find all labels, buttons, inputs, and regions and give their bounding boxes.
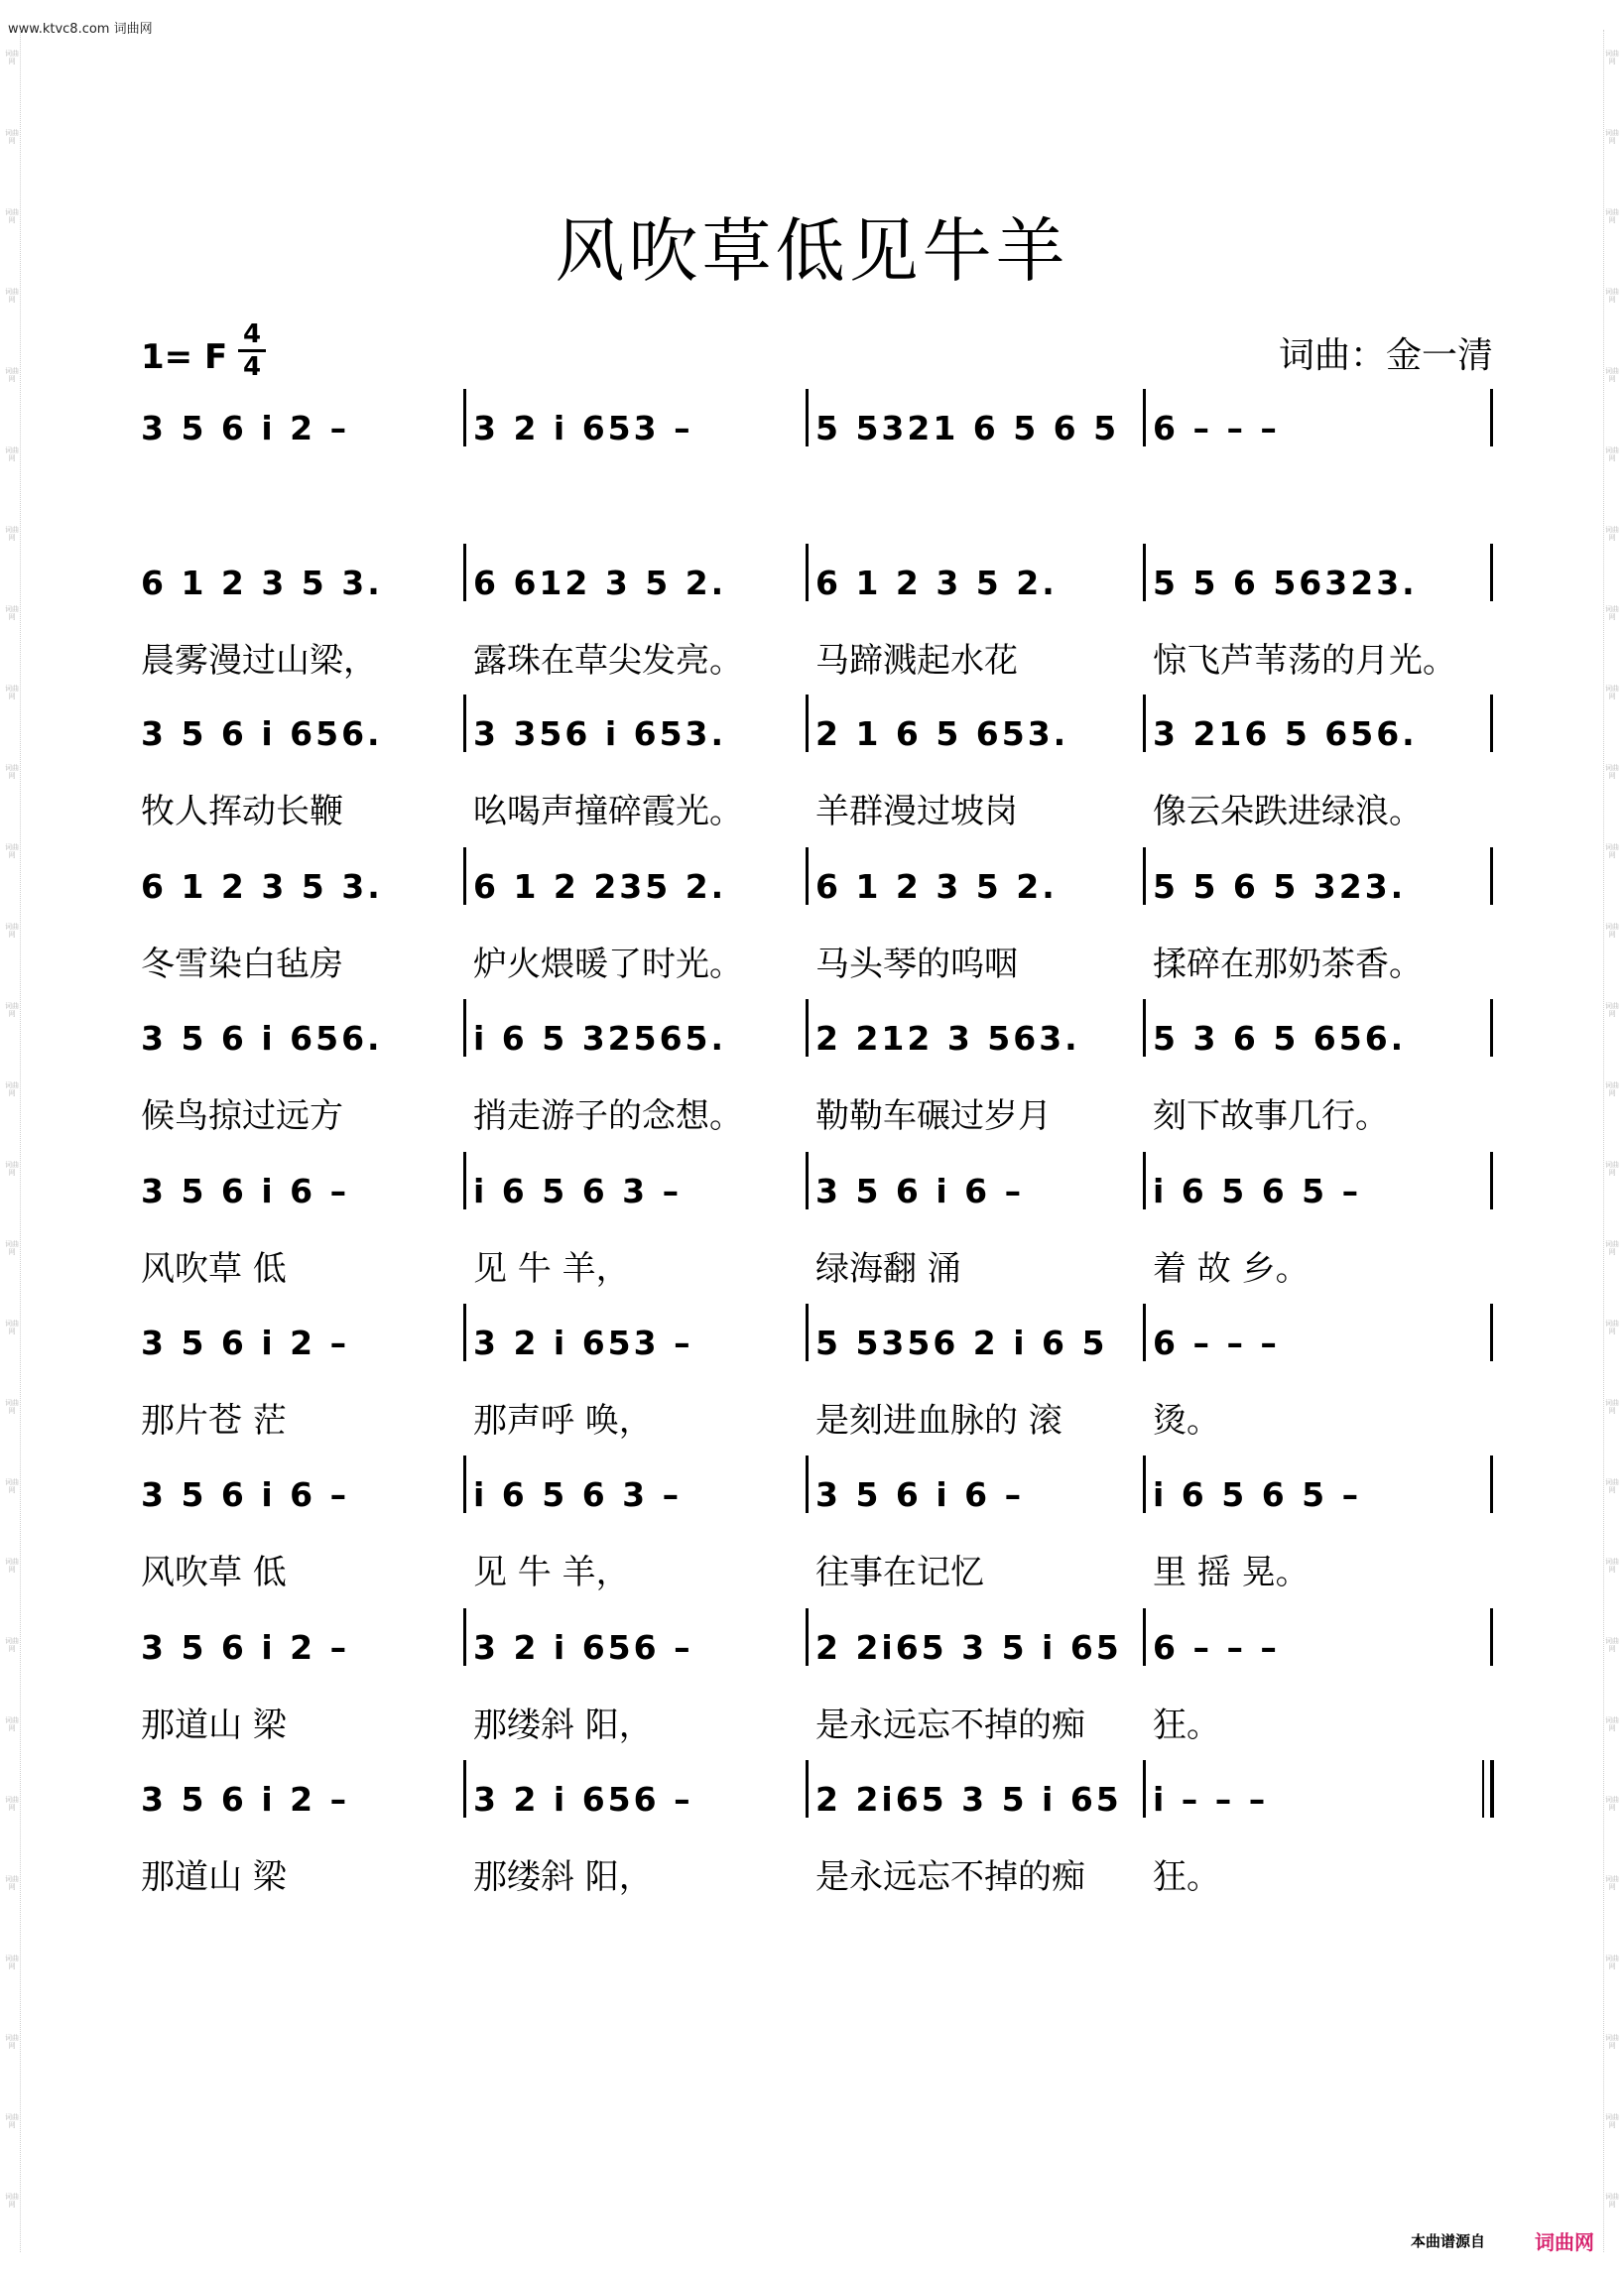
side-watermark-mark: 词曲网 bbox=[5, 1558, 19, 1574]
side-watermark-mark: 词曲网 bbox=[5, 1478, 19, 1494]
measure-notes: 3 5 6 i 2 – bbox=[141, 1780, 350, 1819]
lyric-phrase: 见 牛 羊， bbox=[473, 1249, 630, 1289]
side-watermark-mark: 词曲网 bbox=[1605, 1161, 1619, 1177]
barline bbox=[1143, 544, 1146, 601]
side-watermark-mark: 词曲网 bbox=[5, 685, 19, 700]
measure-notes: 6 1 2 3 5 3. bbox=[141, 867, 383, 906]
lyric-phrase: 马头琴的呜咽 bbox=[815, 945, 1018, 984]
side-watermark-mark: 词曲网 bbox=[5, 1637, 19, 1653]
score-system bbox=[0, 1628, 1624, 1777]
measure-notes: 3 5 6 i 6 – bbox=[141, 1475, 350, 1514]
score-system bbox=[0, 1019, 1624, 1168]
score-system bbox=[0, 1780, 1624, 1929]
measure-notes: i 6 5 6 3 – bbox=[473, 1475, 683, 1514]
side-watermark-mark: 词曲网 bbox=[1605, 1320, 1619, 1335]
side-watermark-mark: 词曲网 bbox=[1605, 1875, 1619, 1891]
measure-notes: 3 2 i 656 – bbox=[473, 1628, 693, 1667]
measure-notes: 3 5 6 i 2 – bbox=[141, 1324, 350, 1362]
side-watermark-mark: 词曲网 bbox=[1605, 1955, 1619, 1970]
barline bbox=[463, 847, 466, 905]
side-watermark-mark: 词曲网 bbox=[5, 1320, 19, 1335]
side-watermark-mark: 词曲网 bbox=[1605, 208, 1619, 224]
measure-notes: 5 3 6 5 656. bbox=[1153, 1019, 1407, 1058]
barline bbox=[463, 544, 466, 601]
barline bbox=[463, 1760, 466, 1818]
lyric-phrase: 晨雾漫过山梁， bbox=[141, 641, 377, 681]
measure-notes: 3 356 i 653. bbox=[473, 714, 727, 753]
score-system bbox=[0, 564, 1624, 712]
lyric-phrase: 是永远忘不掉的痴 bbox=[815, 1706, 1085, 1745]
barline bbox=[806, 999, 809, 1057]
lyric-phrase: 揉碎在那奶茶香。 bbox=[1153, 945, 1423, 984]
barline bbox=[1490, 695, 1493, 752]
side-watermark-mark: 词曲网 bbox=[5, 208, 19, 224]
measure-notes: 6 1 2 3 5 3. bbox=[141, 564, 383, 602]
barline bbox=[1143, 999, 1146, 1057]
lyric-phrase: 那缕斜 阳， bbox=[473, 1857, 653, 1897]
side-watermark-mark: 词曲网 bbox=[5, 129, 19, 145]
barline bbox=[1143, 1304, 1146, 1361]
side-watermark-mark: 词曲网 bbox=[1605, 923, 1619, 939]
measure-notes: 6 – – – bbox=[1153, 1628, 1280, 1667]
side-watermark-mark: 词曲网 bbox=[1605, 685, 1619, 700]
side-watermark-mark: 词曲网 bbox=[1605, 526, 1619, 542]
lyric-phrase: 狂。 bbox=[1153, 1857, 1220, 1897]
measure-notes: 5 5321 6 5 6 5 bbox=[815, 409, 1120, 447]
barline bbox=[1490, 999, 1493, 1057]
lyric-phrase: 羊群漫过坡岗 bbox=[815, 792, 1018, 831]
side-watermark-mark: 词曲网 bbox=[5, 1955, 19, 1970]
side-watermark-mark: 词曲网 bbox=[1605, 129, 1619, 145]
barline bbox=[806, 1304, 809, 1361]
barline bbox=[1490, 847, 1493, 905]
side-watermark-mark: 词曲网 bbox=[5, 1240, 19, 1256]
side-watermark-mark: 词曲网 bbox=[1605, 288, 1619, 304]
measure-notes: 2 2i65 3 5 i 65 bbox=[815, 1628, 1122, 1667]
side-watermark-mark: 词曲网 bbox=[1605, 605, 1619, 621]
measure-notes: i 6 5 6 5 – bbox=[1153, 1172, 1362, 1210]
lyric-phrase: 吆喝声撞碎霞光。 bbox=[473, 792, 743, 831]
side-watermark-mark: 词曲网 bbox=[5, 605, 19, 621]
side-watermark-mark: 词曲网 bbox=[5, 288, 19, 304]
measure-notes: 6 1 2 3 5 2. bbox=[815, 867, 1058, 906]
footer-logo[interactable]: 词曲网 bbox=[1535, 2230, 1594, 2254]
barline bbox=[1143, 847, 1146, 905]
measure-notes: 3 2 i 653 – bbox=[473, 409, 693, 447]
measure-notes: 6 – – – bbox=[1153, 409, 1280, 447]
side-watermark-mark: 词曲网 bbox=[1605, 1002, 1619, 1018]
side-watermark-mark: 词曲网 bbox=[5, 1002, 19, 1018]
barline bbox=[806, 1455, 809, 1513]
lyric-phrase: 是永远忘不掉的痴 bbox=[815, 1857, 1085, 1897]
final-barline-thin bbox=[1482, 1760, 1484, 1818]
barline bbox=[463, 695, 466, 752]
side-watermark-mark: 词曲网 bbox=[5, 2034, 19, 2050]
measure-notes: 5 5356 2 i 6 5 bbox=[815, 1324, 1108, 1362]
barline bbox=[1143, 1455, 1146, 1513]
lyric-phrase: 里 摇 晃。 bbox=[1153, 1553, 1310, 1592]
measure-notes: 6 – – – bbox=[1153, 1324, 1280, 1362]
side-watermark-mark: 词曲网 bbox=[1605, 1240, 1619, 1256]
lyric-phrase: 惊飞芦苇荡的月光。 bbox=[1153, 641, 1456, 681]
score-system bbox=[0, 1172, 1624, 1321]
side-watermark-mark: 词曲网 bbox=[5, 1796, 19, 1812]
barline bbox=[806, 544, 809, 601]
side-watermark-mark: 词曲网 bbox=[1605, 1716, 1619, 1732]
measure-notes: 6 612 3 5 2. bbox=[473, 564, 727, 602]
lyric-phrase: 往事在记忆 bbox=[815, 1553, 984, 1592]
measure-notes: 5 5 6 5 323. bbox=[1153, 867, 1407, 906]
lyric-phrase: 冬雪染白毡房 bbox=[141, 945, 343, 984]
score-system bbox=[0, 714, 1624, 863]
side-watermark-mark: 词曲网 bbox=[5, 1716, 19, 1732]
measure-notes: 3 5 6 i 656. bbox=[141, 714, 383, 753]
lyric-phrase: 勒勒车碾过岁月 bbox=[815, 1096, 1052, 1136]
barline bbox=[806, 1760, 809, 1818]
side-watermark-mark: 词曲网 bbox=[5, 1875, 19, 1891]
measure-notes: 5 5 6 56323. bbox=[1153, 564, 1418, 602]
side-watermark-mark: 词曲网 bbox=[5, 923, 19, 939]
time-signature-bottom: 4 bbox=[238, 349, 266, 382]
barline bbox=[1490, 389, 1493, 446]
barline bbox=[1490, 1455, 1493, 1513]
measure-notes: 6 1 2 235 2. bbox=[473, 867, 727, 906]
measure-notes: 2 2i65 3 5 i 65 bbox=[815, 1780, 1122, 1819]
barline bbox=[463, 1608, 466, 1666]
score-system bbox=[0, 867, 1624, 1016]
side-watermark-mark: 词曲网 bbox=[5, 2113, 19, 2129]
barline bbox=[1490, 1152, 1493, 1209]
side-watermark-mark: 词曲网 bbox=[1605, 764, 1619, 780]
measure-notes: 3 5 6 i 6 – bbox=[815, 1172, 1025, 1210]
lyric-phrase: 是刻进血脉的 滚 bbox=[815, 1401, 1062, 1441]
side-watermark-mark: 词曲网 bbox=[5, 367, 19, 383]
side-watermark-mark: 词曲网 bbox=[1605, 1796, 1619, 1812]
lyric-phrase: 烫。 bbox=[1153, 1401, 1220, 1441]
lyric-phrase: 那道山 梁 bbox=[141, 1706, 287, 1745]
side-watermark-mark: 词曲网 bbox=[5, 1081, 19, 1097]
side-watermark-mark: 词曲网 bbox=[1605, 2034, 1619, 2050]
song-title: 风吹草低见牛羊 bbox=[555, 210, 1069, 292]
barline bbox=[463, 1304, 466, 1361]
measure-notes: 3 2 i 653 – bbox=[473, 1324, 693, 1362]
lyric-phrase: 着 故 乡。 bbox=[1153, 1249, 1310, 1289]
measure-notes: 3 5 6 i 6 – bbox=[815, 1475, 1025, 1514]
barline bbox=[463, 389, 466, 446]
side-watermark-mark: 词曲网 bbox=[1605, 367, 1619, 383]
barline bbox=[463, 999, 466, 1057]
measure-notes: i 6 5 6 5 – bbox=[1153, 1475, 1362, 1514]
side-watermark-mark: 词曲网 bbox=[1605, 2193, 1619, 2209]
lyric-phrase: 刻下故事几行。 bbox=[1153, 1096, 1389, 1136]
side-watermark-mark: 词曲网 bbox=[5, 50, 19, 65]
side-watermark-mark: 词曲网 bbox=[5, 446, 19, 462]
lyric-phrase: 牧人挥动长鞭 bbox=[141, 792, 343, 831]
final-barline bbox=[1490, 1760, 1494, 1818]
barline bbox=[806, 389, 809, 446]
key-signature: 1= F bbox=[141, 337, 228, 377]
side-watermark-mark: 词曲网 bbox=[5, 1161, 19, 1177]
side-watermark-mark: 词曲网 bbox=[1605, 1558, 1619, 1574]
measure-notes: i – – – bbox=[1153, 1780, 1269, 1819]
barline bbox=[1143, 695, 1146, 752]
lyric-phrase: 绿海翻 涌 bbox=[815, 1249, 961, 1289]
measure-notes: i 6 5 6 3 – bbox=[473, 1172, 683, 1210]
credit: 词曲：金一清 bbox=[1278, 335, 1493, 376]
lyric-phrase: 马蹄溅起水花 bbox=[815, 641, 1018, 681]
lyric-phrase: 那缕斜 阳， bbox=[473, 1706, 653, 1745]
score-system bbox=[0, 1475, 1624, 1624]
side-watermark-mark: 词曲网 bbox=[1605, 446, 1619, 462]
measure-notes: 2 1 6 5 653. bbox=[815, 714, 1069, 753]
barline bbox=[1143, 1760, 1146, 1818]
barline bbox=[463, 1152, 466, 1209]
side-watermark-mark: 词曲网 bbox=[5, 764, 19, 780]
lyric-phrase: 风吹草 低 bbox=[141, 1249, 287, 1289]
lyric-phrase: 那片苍 茫 bbox=[141, 1401, 287, 1441]
lyric-phrase: 狂。 bbox=[1153, 1706, 1220, 1745]
side-watermark-mark: 词曲网 bbox=[1605, 843, 1619, 859]
side-watermark-mark: 词曲网 bbox=[1605, 1081, 1619, 1097]
barline bbox=[806, 1608, 809, 1666]
lyric-phrase: 风吹草 低 bbox=[141, 1553, 287, 1592]
score-system bbox=[0, 409, 1624, 558]
side-watermark-mark: 词曲网 bbox=[5, 843, 19, 859]
lyric-phrase: 候鸟掠过远方 bbox=[141, 1096, 343, 1136]
measure-notes: 3 5 6 i 6 – bbox=[141, 1172, 350, 1210]
measure-notes: 3 5 6 i 656. bbox=[141, 1019, 383, 1058]
measure-notes: 3 2 i 656 – bbox=[473, 1780, 693, 1819]
side-watermark-mark: 词曲网 bbox=[1605, 1399, 1619, 1415]
side-watermark-mark: 词曲网 bbox=[1605, 1637, 1619, 1653]
side-watermark-mark: 词曲网 bbox=[5, 1399, 19, 1415]
score-system bbox=[0, 1324, 1624, 1472]
side-watermark-mark: 词曲网 bbox=[5, 526, 19, 542]
barline bbox=[1143, 1608, 1146, 1666]
measure-notes: i 6 5 32565. bbox=[473, 1019, 727, 1058]
barline bbox=[806, 1152, 809, 1209]
lyric-phrase: 见 牛 羊， bbox=[473, 1553, 630, 1592]
site-url[interactable]: www.ktvc8.com 词曲网 bbox=[8, 22, 153, 37]
measure-notes: 6 1 2 3 5 2. bbox=[815, 564, 1058, 602]
barline bbox=[806, 695, 809, 752]
lyric-phrase: 那声呼 唤， bbox=[473, 1401, 653, 1441]
lyric-phrase: 像云朵跌进绿浪。 bbox=[1153, 792, 1423, 831]
footer-source-label: 本曲谱源自 bbox=[1410, 2232, 1485, 2250]
barline bbox=[1143, 389, 1146, 446]
barline bbox=[1490, 544, 1493, 601]
measure-notes: 3 5 6 i 2 – bbox=[141, 409, 350, 447]
barline bbox=[1490, 1304, 1493, 1361]
time-signature bbox=[238, 319, 266, 382]
measure-notes: 3 216 5 656. bbox=[1153, 714, 1418, 753]
lyric-phrase: 那道山 梁 bbox=[141, 1857, 287, 1897]
barline bbox=[1143, 1152, 1146, 1209]
measure-notes: 3 5 6 i 2 – bbox=[141, 1628, 350, 1667]
barline bbox=[463, 1455, 466, 1513]
side-watermark-mark: 词曲网 bbox=[1605, 50, 1619, 65]
side-watermark-mark: 词曲网 bbox=[5, 2193, 19, 2209]
measure-notes: 2 212 3 563. bbox=[815, 1019, 1080, 1058]
lyric-phrase: 捎走游子的念想。 bbox=[473, 1096, 743, 1136]
lyric-phrase: 露珠在草尖发亮。 bbox=[473, 641, 743, 681]
side-watermark-mark: 词曲网 bbox=[1605, 1478, 1619, 1494]
time-signature-top: 4 bbox=[242, 319, 262, 349]
lyric-phrase: 炉火煨暖了时光。 bbox=[473, 945, 743, 984]
side-watermark-mark: 词曲网 bbox=[1605, 2113, 1619, 2129]
barline bbox=[1490, 1608, 1493, 1666]
barline bbox=[806, 847, 809, 905]
